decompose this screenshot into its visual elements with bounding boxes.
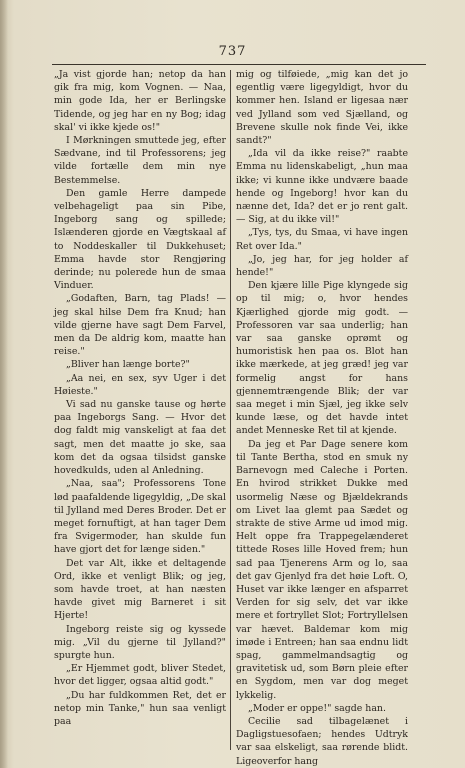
paragraph: Den gamle Herre dampede velbehageligt paa sin Pibe, Ingeborg sang og spillede; Islænderen gjorde en Vægtskaal af to Noddeskaller til Dukkehuset; Emma havde stor Rengjøring derinde; nu polerede hun de smaa Vinduer. — [54, 187, 226, 292]
page-fold-shadow — [0, 0, 8, 768]
paragraph: „Aa nei, en sex, syv Uger i det Høieste." — [54, 372, 226, 397]
paragraph: „Jo, jeg har, for jeg holder af hende!" — [236, 253, 408, 279]
paragraph: „Er Hjemmet godt, bliver Stedet, hvor det ligger, ogsaa altid godt." — [54, 663, 226, 688]
paragraph: mig og tilføiede, „mig kan det jo egentlig være ligegyldigt, hvor du kommer hen. Island er ligesaa nær ved Jylland som ved Sjælland, og Brevene skulle nok finde Vei, ikke sandt?" — [236, 69, 408, 147]
column-divider — [230, 70, 231, 750]
paragraph: „Naa, saa"; Professorens Tone lød paafaldende ligegyldig, „De skal til Jylland med Deres Broder. Det er meget fornuftigt, at han tager Dem fra Svigermoder, han skulde fun have gjort det for længe siden." — [54, 478, 226, 556]
paragraph: Ingeborg reiste sig og kyssede mig. „Vil du gjerne til Jylland?" spurgte hun. — [54, 623, 226, 661]
right-column — [236, 68, 408, 767]
left-column — [54, 68, 226, 754]
paragraph: „Godaften, Barn, tag Plads! — jeg skal hilse Dem fra Knud; han vilde gjerne have sagt Dem Farvel, men da De aldrig kom, maatte han reise." — [54, 293, 226, 358]
paragraph: „Bliver han længe borte?" — [66, 359, 190, 371]
paragraph: „Ida vil da ikke reise?" raabte Emma nu lidenskabeligt, „hun maa ikke; vi kunne ikke undvære baade hende og Ingeborg! hvor kan du nænne det, Ida? det er jo rent galt. — Sig, at du ikke vil!" — [236, 148, 408, 226]
paragraph: Det var Alt, ikke et deltagende Ord, ikke et venligt Blik; og jeg, som havde troet, at han næsten havde givet mig Barneret i sit Hjerte! — [54, 557, 226, 622]
paragraph: Den kjære lille Pige klyngede sig op til mig; o, hvor hendes Kjærlighed gjorde mig godt. — Professoren var saa underlig; han var saa ganske oprømt og humoristisk hen paa os. Blot han ikke mærkede, at jeg græd! jeg var formelig angst for hans gjennemtrængende Blik; der var saa meget i min Sjæl, jeg ikke selv kunde læse, og det havde intet andet Menneske Ret til at kjende. — [236, 280, 408, 437]
header-rule — [52, 64, 426, 65]
paragraph: „Moder er oppe!" sagde han. — [248, 702, 386, 714]
paragraph: I Mørkningen smuttede jeg, efter Sædvane, ind til Professorens; jeg vilde fortælle dem min nye Bestemmelse. — [54, 135, 226, 186]
paragraph: „Du har fuldkommen Ret, det er netop min Tanke," hun saa venligt paa — [54, 689, 226, 727]
page-number: 737 — [218, 44, 247, 59]
paragraph: „Ja vist gjorde han; netop da han gik fra mig, kom Vognen. — Naa, min gode Ida, her er Berlingske Tidende, og jeg har en ny Bog; idag skal' vi ikke kjede os!" — [54, 69, 226, 133]
paragraph: Da jeg et Par Dage senere kom til Tante Bertha, stod en smuk ny Barnevogn med Caleche i Porten. En hvirod strikket Dukke med usormelig Næse og Bjældekrands om Livet laa glemt paa Sædet og strakte de stive Arme ud imod mig. Helt oppe fra Trappegelænderet tittede Roses lille Hoved frem; hun sad paa Tjenerens Arm og lo, saa det gav Gjenlyd fra det høie Loft. O, Huset var ikke længer en afsparret Verden for sig selv, det var ikke mere et fortryllet Slot; Fortryllelsen var hævet. Baldemar kom mig imøde i Entreen; han saa endnu lidt spag, gammelmandsagtig og gravitetisk ud, som Børn pleie efter en Sygdom, men var dog meget lykkelig. — [236, 438, 408, 701]
paragraph: Cecilie sad tilbagelænet i Dagligstuesofaen; hendes Udtryk var saa elskeligt, saa rørende blidt. Ligeoverfor hang — [236, 715, 408, 767]
paragraph: Vi sad nu ganske tause og hørte paa Ingeborgs Sang. — Hvor det dog faldt mig vanskeligt at faa det sagt, men det maatte jo ske, saa kom det da ogsaa tilsidst ganske hovedkulds, uden al Anledning. — [54, 399, 226, 477]
paragraph: „Tys, tys, du Smaa, vi have ingen Ret over Ida." — [236, 227, 408, 252]
